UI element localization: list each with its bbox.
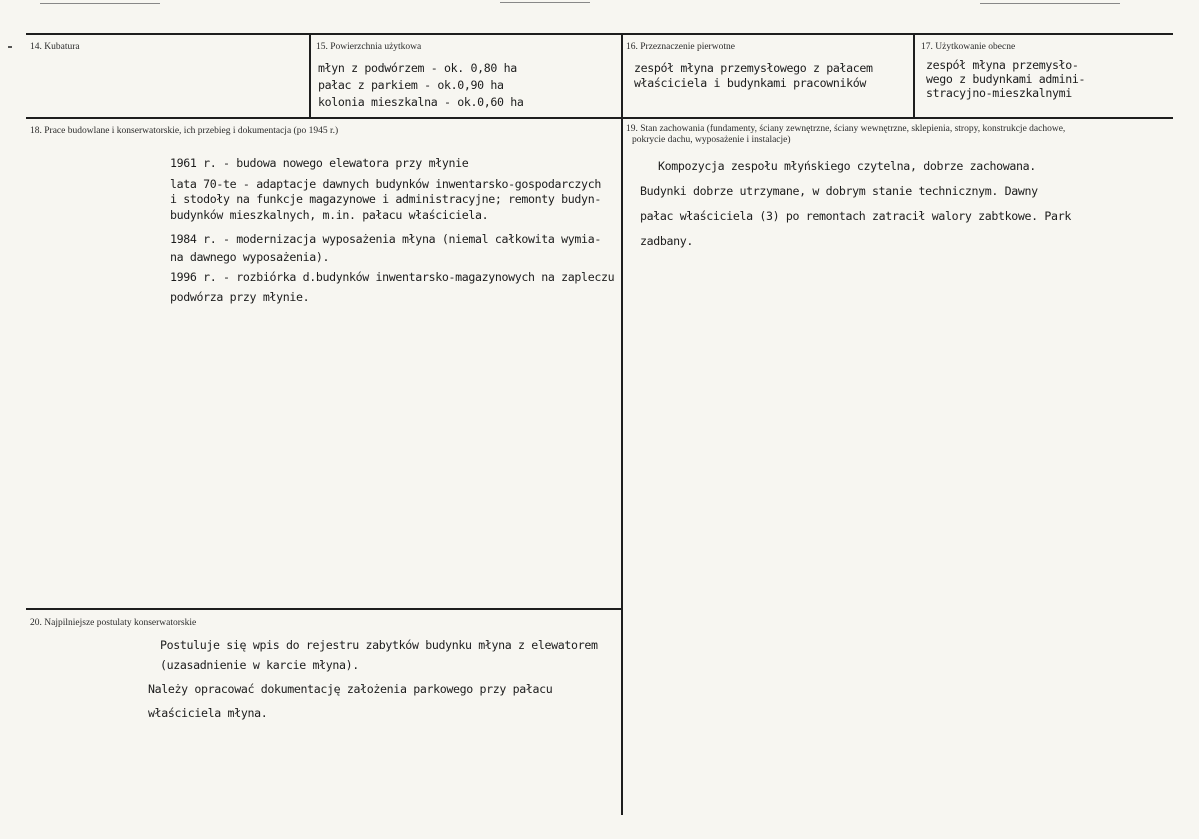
field-16-line: zespół młyna przemysłowego z pałacem: [634, 61, 873, 75]
col-rule-15: [309, 33, 311, 118]
field-15-line: kolonia mieszkalna - ok.0,60 ha: [318, 95, 524, 109]
top-rule: [26, 33, 1173, 35]
field-20-line: Postuluje się wpis do rejestru zabytków budynku młyna z elewatorem: [160, 638, 598, 652]
margin-tick: [8, 46, 12, 48]
paper-speck: [980, 3, 1120, 4]
field-17-line: stracyjno-mieszkalnymi: [926, 86, 1072, 100]
paper-speck: [500, 2, 590, 3]
field-18-line: i stodoły na funkcje magazynowe i administracyjne; remonty budyn-: [170, 192, 601, 206]
field-18-line: 1996 r. - rozbiórka d.budynków inwentarsko-magazynowych na zapleczu: [170, 270, 615, 284]
field-20-line: (uzasadnienie w karcie młyna).: [160, 658, 359, 672]
field-17-label: 17. Użytkowanie obecne: [921, 42, 1016, 52]
row-rule: [26, 117, 1173, 119]
col-rule-17: [913, 33, 915, 118]
field-19-label-line1: 19. Stan zachowania (fundamenty, ściany zewnętrzne, ściany wewnętrzne, sklepienia, stropy, konstrukcje dachowe,: [626, 124, 1066, 134]
section-20-rule: [26, 608, 623, 610]
field-15-label: 15. Powierzchnia użytkowa: [316, 42, 422, 52]
field-19-line: Budynki dobrze utrzymane, w dobrym stanie technicznym. Dawny: [640, 184, 1038, 198]
field-19-label-line2: pokrycie dachu, wyposażenie i instalacje): [632, 135, 791, 145]
field-18-line: 1984 r. - modernizacja wyposażenia młyna (niemal całkowita wymia-: [170, 232, 601, 246]
field-19-line: Kompozycja zespołu młyńskiego czytelna, dobrze zachowana.: [658, 159, 1036, 173]
field-15-line: młyn z podwórzem - ok. 0,80 ha: [318, 61, 517, 75]
field-18-line: budynków mieszkalnych, m.in. pałacu właściciela.: [170, 208, 489, 222]
field-16-line: właściciela i budynkami pracowników: [634, 76, 867, 90]
field-17-line: zespół młyna przemysło-: [926, 58, 1079, 72]
field-20-line: właściciela młyna.: [148, 706, 268, 720]
field-17-line: wego z budynkami admini-: [926, 72, 1086, 86]
center-rule: [621, 33, 623, 815]
field-16-label: 16. Przeznaczenie pierwotne: [626, 42, 735, 52]
field-18-line: 1961 r. - budowa nowego elewatora przy młynie: [170, 156, 469, 170]
field-18-line: podwórza przy młynie.: [170, 290, 310, 304]
field-19-line: pałac właściciela (3) po remontach zatracił walory zabtkowe. Park: [640, 209, 1071, 223]
field-20-label: 20. Najpilniejsze postulaty konserwatorskie: [30, 618, 197, 628]
field-18-line: lata 70-te - adaptacje dawnych budynków inwentarsko-gospodarczych: [170, 177, 601, 191]
field-18-label: 18. Prace budowlane i konserwatorskie, ich przebieg i dokumentacja (po 1945 r.): [30, 126, 339, 136]
paper-speck: [40, 3, 160, 4]
field-20-line: Należy opracować dokumentację założenia parkowego przy pałacu: [148, 682, 553, 696]
field-19-line: zadbany.: [640, 234, 694, 248]
field-15-line: pałac z parkiem - ok.0,90 ha: [318, 78, 504, 92]
field-18-line: na dawnego wyposażenia).: [170, 250, 330, 264]
field-14-label: 14. Kubatura: [30, 42, 80, 52]
